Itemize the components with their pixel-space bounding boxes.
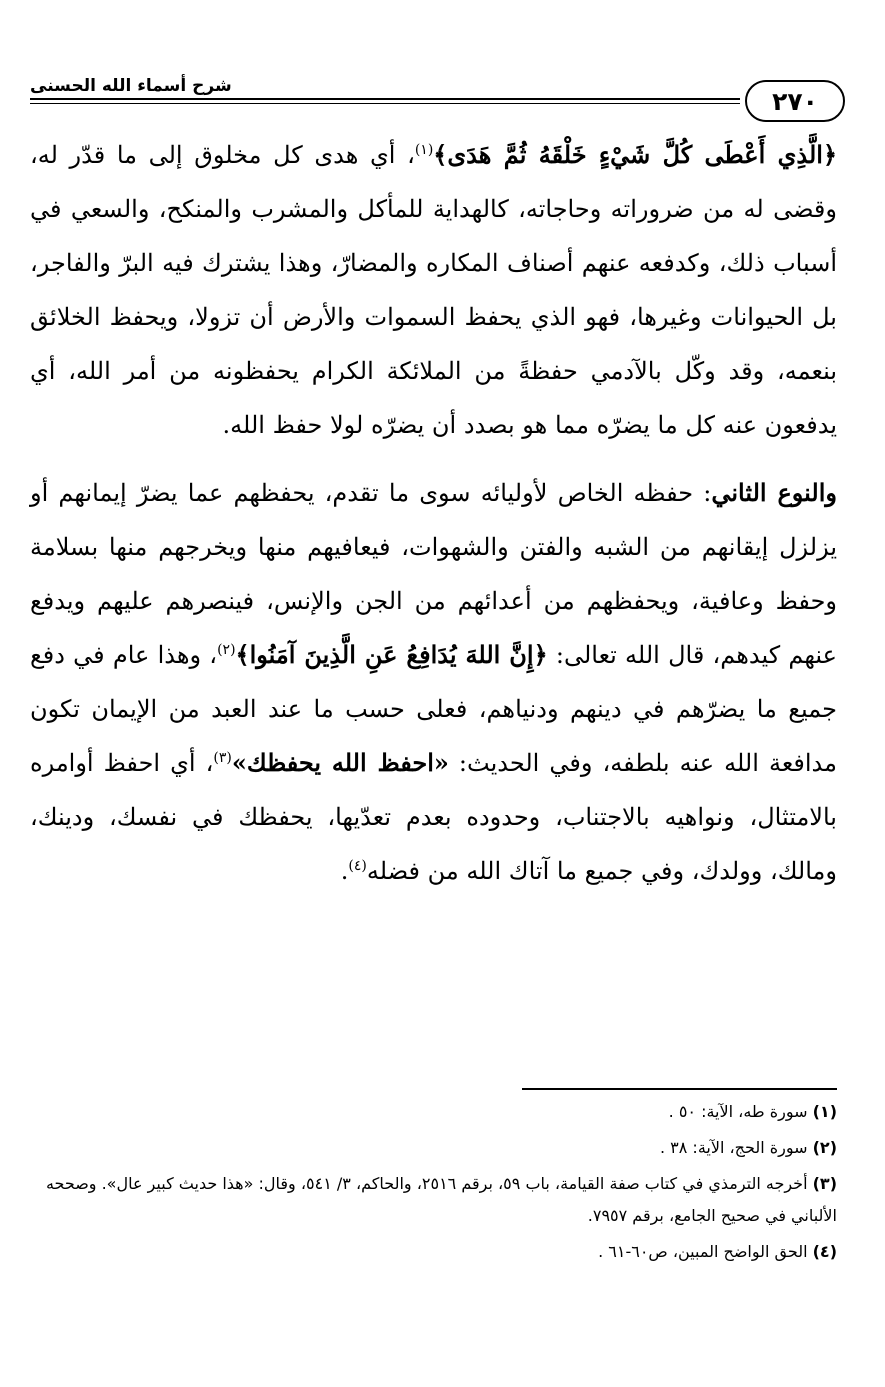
footnote (30, 1236, 837, 1268)
paragraph-text: ، أي احفظ أوامره بالامتثال، ونواهيه بالاجتناب، وحدوده بعدم تعدّيها، يحفظك في نفسك، ودينك، ومالك، وولدك، وفي جميع ما آتاك الله من فضله (30, 749, 837, 885)
main-text (30, 128, 837, 898)
footnote-ref[interactable]: (٤) (348, 858, 367, 874)
paragraph-text: ، وهذا عام في دفع جميع ما يضرّهم في دينهم ودنياهم، فعلى حسب ما عند العبد من الإيمان تكون مدافعة الله عنه بلطفه، وفي الحديث: (30, 641, 838, 777)
footnote-ref[interactable]: (٣) (213, 750, 232, 766)
paragraph-end: . (340, 857, 349, 885)
hadith-quote: «احفظ الله يحفظك» (231, 748, 449, 777)
footnote-separator (522, 1088, 837, 1090)
footnote-ref[interactable]: (٢) (217, 642, 236, 658)
footnote-number: (٤) (812, 1242, 837, 1261)
page-number: ٢٧٠ (745, 80, 845, 122)
header-rule (30, 98, 740, 100)
paragraph-text: : حفظه الخاص لأوليائه سوى ما تقدم، يحفظهم عما يضرّ إيمانهم أو يزلزل إيقانهم من الشبه والفتن والشهوات، فيعافيهم منها ويخرجهم منها بسلامة وحفظ وعافية، ويحفظهم من أعدائهم من الجن والإنس، فينصرهم عليهم ويدفع عنهم كيدهم، قال الله تعالى: (30, 479, 837, 669)
running-title: شرح أسماء الله الحسنى (30, 76, 232, 96)
paragraph-1 (30, 128, 837, 452)
footnote-number: (٢) (812, 1138, 837, 1157)
quran-verse: ﴿إِنَّ اللهَ يُدَافِعُ عَنِ الَّذِينَ آمَنُوا﴾ (235, 640, 548, 669)
footnotes (30, 1096, 837, 1272)
quran-verse: ﴿الَّذِي أَعْطَى كُلَّ شَيْءٍ خَلْقَهُ ثُمَّ هَدَى﴾ (433, 140, 838, 169)
footnote-number: (٣) (812, 1174, 837, 1193)
footnote-text: الحق الواضح المبين، ص٦٠-٦١ . (598, 1242, 808, 1261)
page-header (30, 68, 845, 128)
paragraph-text: ، أي هدى كل مخلوق إلى ما قدّر له، وقضى له من ضروراته وحاجاته، كالهداية للمأكل والمشرب والمنكح، والسعي في أسباب ذلك، وكدفعه عنهم أصناف المكاره والمضارّ، وهذا يشترك فيه البرّ والفاجر، بل الحيوانات وغيرها، فهو الذي يحفظ السموات والأرض أن تزولا، ويحفظ الخلائق بنعمه، وقد وكّل بالآدمي حفظةً من الملائكة الكرام يحفظونه من أمر الله، أي يدفعون عنه كل ما يضرّه مما هو بصدد أن يضرّه لولا حفظ الله. (30, 141, 837, 439)
footnote-ref[interactable]: (١) (414, 142, 434, 158)
footnote (30, 1168, 837, 1232)
footnote-text: سورة الحج، الآية: ٣٨ . (659, 1138, 808, 1157)
paragraph-2 (30, 466, 837, 898)
section-lead: والنوع الثاني (711, 478, 837, 507)
footnote-text: سورة طه، الآية: ٥٠ . (668, 1102, 808, 1121)
footnote (30, 1132, 837, 1164)
footnote-text: أخرجه الترمذي في كتاب صفة القيامة، باب ٥٩، برقم ٢٥١٦، والحاكم، ٣/ ٥٤١، وقال: «هذا حديث كبير عال». وصححه الألباني في صحيح الجامع، برقم ٧٩٥٧. (45, 1174, 837, 1225)
header-rule-thin (30, 103, 740, 104)
footnote (30, 1096, 837, 1128)
footnote-number: (١) (812, 1102, 837, 1121)
